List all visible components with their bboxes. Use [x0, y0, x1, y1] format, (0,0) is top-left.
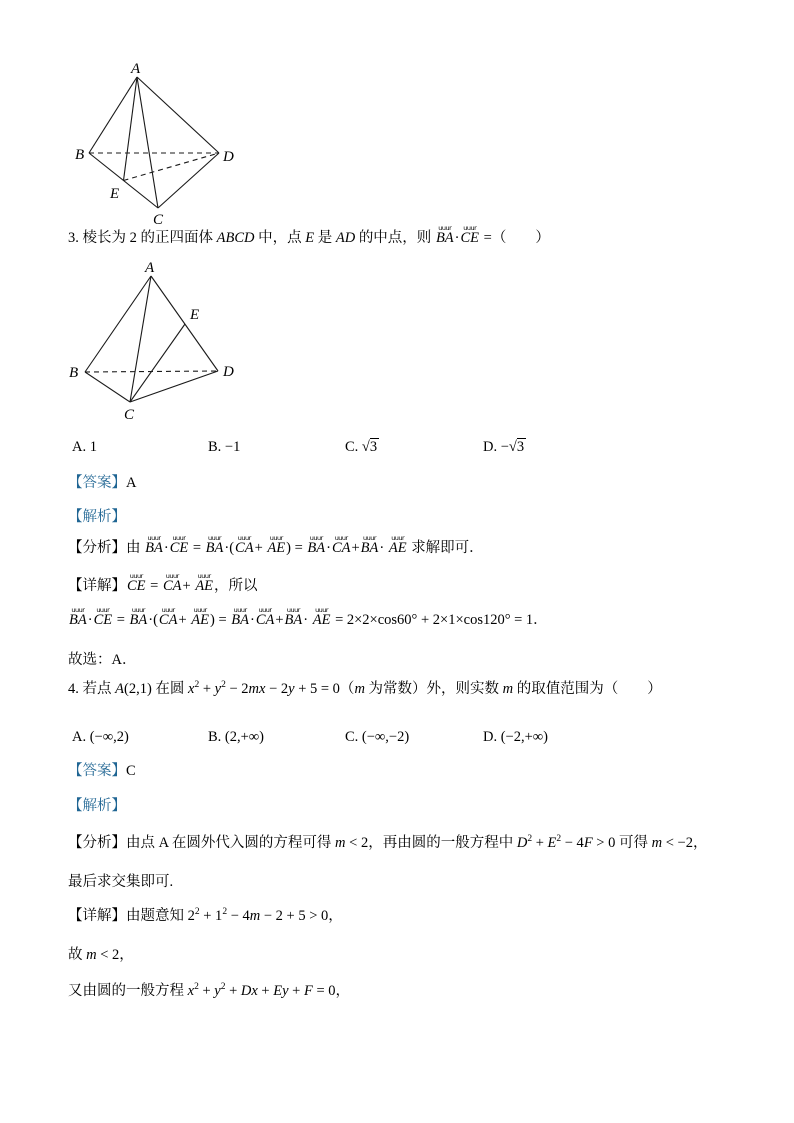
q4-detail-line-3: 又由圆的一般方程 $x^2 + y^2 + Dx + Ey + F = 0$， — [68, 982, 351, 999]
figure-vertex-label-d: D — [223, 364, 234, 380]
figure-edge-ac — [130, 276, 151, 402]
vector-arrow-icon: uuur — [165, 572, 179, 580]
q4-analysis-text-1: 【分析】由点 A 在圆外代入圆的方程可得 m < 2，再由圆的一般方程中 $D^2 + E^2 - 4F > 0$ 可得 m < −2， — [68, 834, 708, 851]
figure-vertex-label-c: C — [153, 212, 164, 228]
vector-arrow-icon: uuur — [237, 534, 251, 542]
q3-answer-value: A — [126, 475, 137, 491]
vector-arrow-icon: uuur — [131, 606, 145, 614]
q3-option-c: C. √3 — [345, 439, 378, 455]
q3-option-a: A. 1 — [72, 439, 97, 455]
q4-analysis-text-2: 最后求交集即可. — [68, 874, 174, 890]
vector-arrow-icon: uuur — [438, 224, 452, 232]
vector-arrow-icon: uuur — [161, 606, 175, 614]
figure-vertex-label-a: A — [131, 61, 141, 77]
vector-arrow-icon: uuur — [71, 606, 85, 614]
vector-arrow-icon: uuur — [129, 572, 143, 580]
q4-detail-line-2: 故 m < 2， — [68, 947, 134, 963]
vector-arrow-icon: uuur — [391, 534, 405, 542]
figure-edge-ad — [151, 276, 218, 371]
q3-analysis-label: 【解析】 — [68, 509, 126, 525]
q4-option-a: A. (−∞,2) — [72, 729, 129, 745]
q3-conclusion: 故选：A． — [68, 652, 137, 668]
figure-edge-ae — [124, 77, 138, 181]
vector-arrow-icon: uuur — [193, 606, 207, 614]
q3-detail-line-2: uuur BA · uuur CE = uuur BA ·( uuur CA + uuur AE ) = uuur BA · uuur CA + uuur BA · uuur AE = 2×2×cos60° + 2×1×cos120° = 1． — [69, 606, 548, 628]
q3-answer-line — [68, 472, 136, 494]
figure-edge-ac — [137, 77, 158, 208]
vector-arrow-icon: uuur — [147, 534, 161, 542]
q4-answer-label: 【答案】 — [68, 763, 126, 779]
q3-option-b: B. −1 — [208, 439, 241, 455]
figure-edge-cd — [130, 371, 218, 402]
tetrahedron-figure-question-3 — [62, 258, 252, 428]
vector-arrow-icon: uuur — [363, 534, 377, 542]
figure-edge-ab — [89, 77, 137, 153]
q4-option-d: D. (−2,+∞) — [483, 729, 548, 745]
q4-option-b: B. (2,+∞) — [208, 729, 264, 745]
vector-arrow-icon: uuur — [208, 534, 222, 542]
vector-arrow-icon: uuur — [309, 534, 323, 542]
vector-arrow-icon: uuur — [172, 534, 186, 542]
q4-analysis-label: 【解析】 — [68, 798, 126, 814]
figure-edge-ad — [137, 77, 219, 153]
vector-arrow-icon: uuur — [96, 606, 110, 614]
q4-answer-line — [68, 760, 136, 782]
q4-detail-line-1: 【详解】由题意知 $2^2 + 1^2 - 4m - 2 + 5 > 0$， — [68, 907, 343, 924]
figure-edge-ab — [85, 276, 151, 372]
figure-edge-ce — [130, 324, 185, 402]
figure-vertex-label-d: D — [223, 149, 234, 165]
figure-vertex-label-c: C — [124, 407, 135, 423]
q3-detail-line-1: 【详解】 uuur CE = uuur CA + uuur AE ，所以 — [68, 572, 258, 594]
q3-answer-label: 【答案】 — [68, 475, 126, 491]
figure-vertex-label-b: B — [75, 147, 85, 163]
figure-edge-bd — [85, 371, 218, 372]
q3-option-d: D. −√3 — [483, 439, 525, 455]
vector-arrow-icon: uuur — [269, 534, 283, 542]
q4-answer-value: C — [126, 763, 136, 779]
figure-vertex-label-a: A — [145, 260, 155, 276]
vector-arrow-icon: uuur — [463, 224, 477, 232]
q3-analysis-text: 【分析】由 uuur BA · uuur CE = uuur BA ·( uuur CA + uuur AE ) = uuur BA · uuur CA + uuur BA · uuur AE 求解即可． — [68, 534, 484, 556]
figure-edge-bc — [85, 372, 130, 402]
figure-vertex-label-e: E — [110, 186, 120, 202]
q4-option-c: C. (−∞,−2) — [345, 729, 410, 745]
tetrahedron-figure-previous-question — [70, 55, 255, 235]
figure-edge-ed — [124, 153, 220, 181]
vector-arrow-icon: uuur — [286, 606, 300, 614]
question-4-stem: 4. 若点 A(2,1) 在圆 $x^2 + y^2 - 2mx - 2y + 5 = 0(m$ 为常数）外，则实数 m 的取值范围为（ ） — [68, 680, 662, 697]
figure-vertex-label-b: B — [69, 365, 79, 381]
figure-vertex-label-e: E — [190, 307, 200, 323]
question-3-stem: 3. 棱长为 2 的正四面体 ABCD 中，点 E 是 AD 的中点，则 uuur BA · uuur CE =（ ） — [68, 224, 550, 246]
vector-arrow-icon: uuur — [233, 606, 247, 614]
vector-arrow-icon: uuur — [334, 534, 348, 542]
vector-arrow-icon: uuur — [315, 606, 329, 614]
vector-arrow-icon: uuur — [258, 606, 272, 614]
vector-arrow-icon: uuur — [197, 572, 211, 580]
